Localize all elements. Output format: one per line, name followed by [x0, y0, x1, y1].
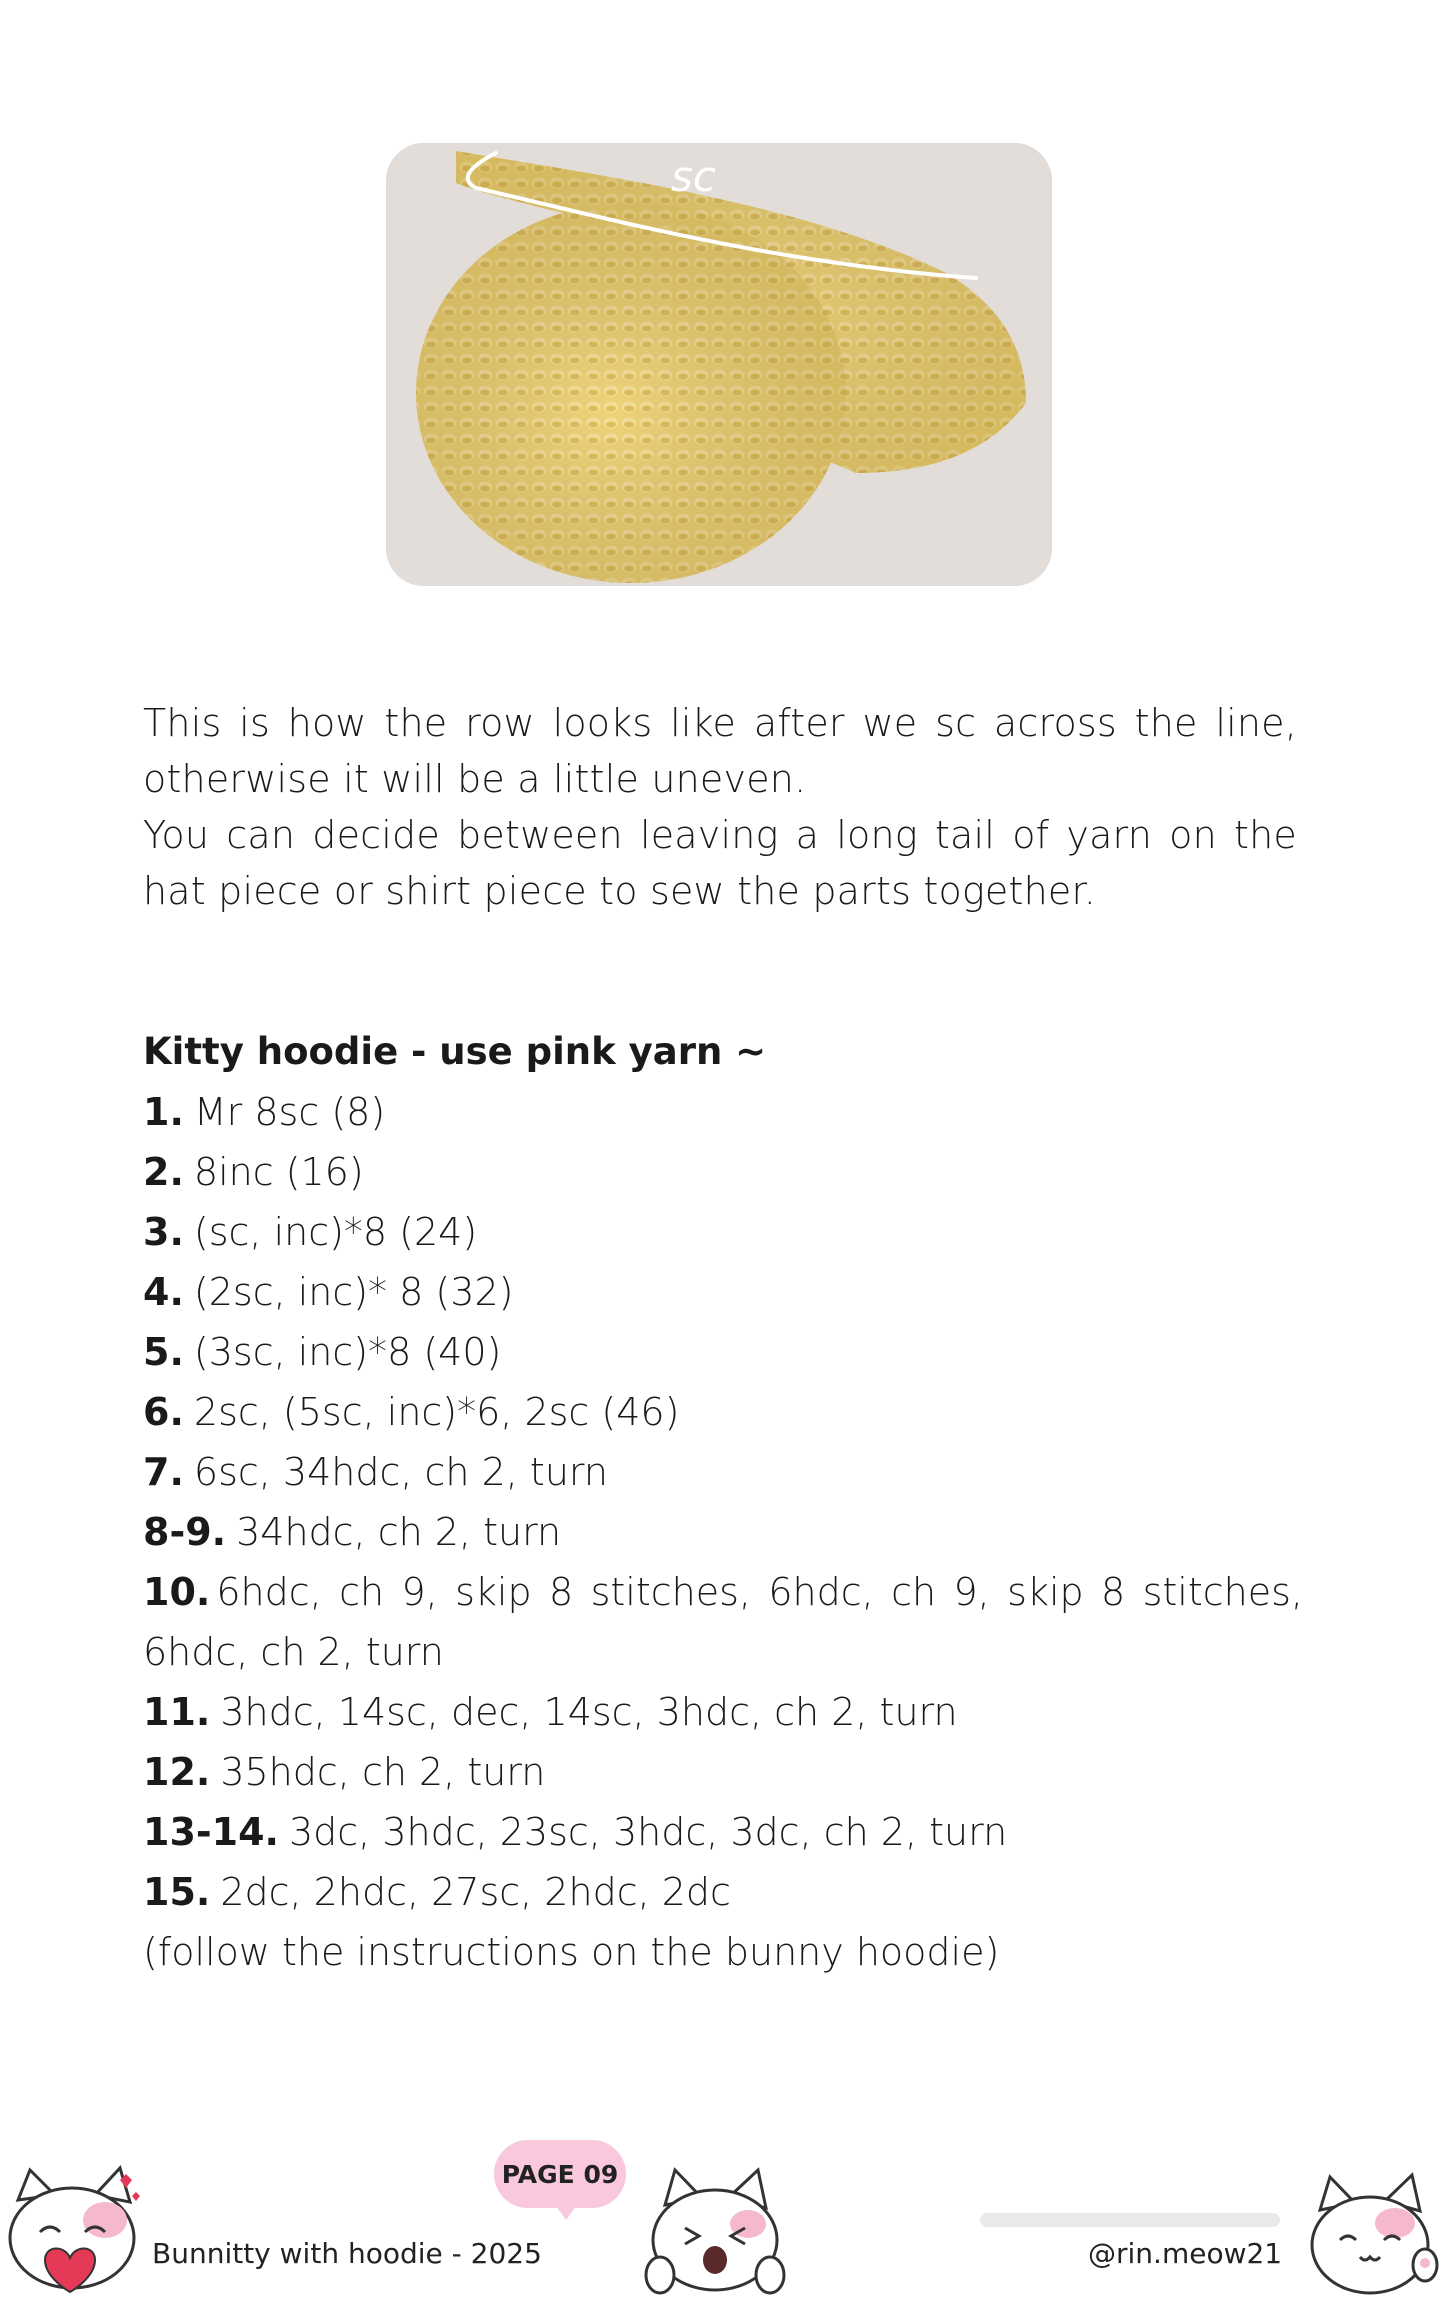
row-number: 12. [143, 1750, 211, 1794]
row-number: 3. [143, 1210, 184, 1254]
pattern-row [143, 1562, 1303, 1682]
row-text: 2sc, (5sc, inc)*6, 2sc (46) [193, 1390, 680, 1434]
page-number-badge: PAGE 09 [494, 2140, 626, 2208]
pattern-row [143, 1862, 1303, 1922]
intro-paragraph-2: You can decide between leaving a long tail of yarn on the hat piece or shirt piece to sew the parts together. [143, 813, 1297, 913]
row-number: 5. [143, 1330, 184, 1374]
row-number: 8-9. [143, 1510, 227, 1554]
row-number: 10. [143, 1570, 211, 1614]
pattern-row [143, 1742, 1303, 1802]
pattern-row [143, 1202, 1303, 1262]
row-text: (3sc, inc)*8 (40) [193, 1330, 502, 1374]
row-text: 6sc, 34hdc, ch 2, turn [193, 1450, 608, 1494]
pattern-row [143, 1802, 1303, 1862]
cat-holding-heart-icon [0, 2160, 150, 2300]
row-text: (sc, inc)*8 (24) [193, 1210, 478, 1254]
row-number: 7. [143, 1450, 184, 1494]
row-number: 11. [143, 1690, 211, 1734]
row-text: 3hdc, 14sc, dec, 14sc, 3hdc, ch 2, turn [220, 1690, 958, 1734]
row-text: (2sc, inc)* 8 (32) [193, 1270, 514, 1314]
intro-text [143, 695, 1297, 919]
intro-paragraph-1: This is how the row looks like after we sc across the line, otherwise it will be a little uneven. [143, 701, 1297, 801]
row-text: 6hdc, ch 9, skip 8 stitches, 6hdc, ch 9, skip 8 stitches, 6hdc, ch 2, turn [143, 1570, 1303, 1674]
pattern-row [143, 1682, 1303, 1742]
row-number: 4. [143, 1270, 184, 1314]
crochet-hat-photo [386, 143, 1052, 586]
waving-cat-icon [1300, 2165, 1440, 2300]
watermark-icon [980, 2205, 1280, 2235]
pattern-row [143, 1502, 1303, 1562]
row-number: 2. [143, 1150, 184, 1194]
row-text: 34hdc, ch 2, turn [236, 1510, 562, 1554]
row-text: 2dc, 2hdc, 27sc, 2hdc, 2dc [220, 1870, 731, 1914]
row-number: 1. [143, 1090, 184, 1134]
row-text: Mr 8sc (8) [193, 1090, 386, 1134]
row-number: 6. [143, 1390, 184, 1434]
photo-label: sc [671, 152, 716, 201]
excited-cat-icon [640, 2160, 790, 2300]
pattern-row [143, 1322, 1303, 1382]
footer-handle: @rin.meow21 [1088, 2237, 1283, 2270]
pattern-title: Kitty hoodie - use pink yarn ~ [143, 1030, 767, 1073]
pattern-row [143, 1382, 1303, 1442]
row-text: 3dc, 3hdc, 23sc, 3hdc, 3dc, ch 2, turn [288, 1810, 1008, 1854]
row-number: 13-14. [143, 1810, 279, 1854]
row-number: 15. [143, 1870, 211, 1914]
pattern-footnote: (follow the instructions on the bunny hoodie) [143, 1930, 1000, 1974]
pattern-row [143, 1262, 1303, 1322]
row-text: 35hdc, ch 2, turn [220, 1750, 546, 1794]
pattern-row [143, 1082, 1303, 1142]
kitty-hoodie-pattern [143, 1022, 1303, 1982]
footer-title: Bunnitty with hoodie - 2025 [152, 2237, 542, 2270]
pattern-row [143, 1442, 1303, 1502]
row-text: 8inc (16) [193, 1150, 364, 1194]
pattern-row [143, 1142, 1303, 1202]
yellow-crochet-hat-photo [386, 143, 1052, 586]
